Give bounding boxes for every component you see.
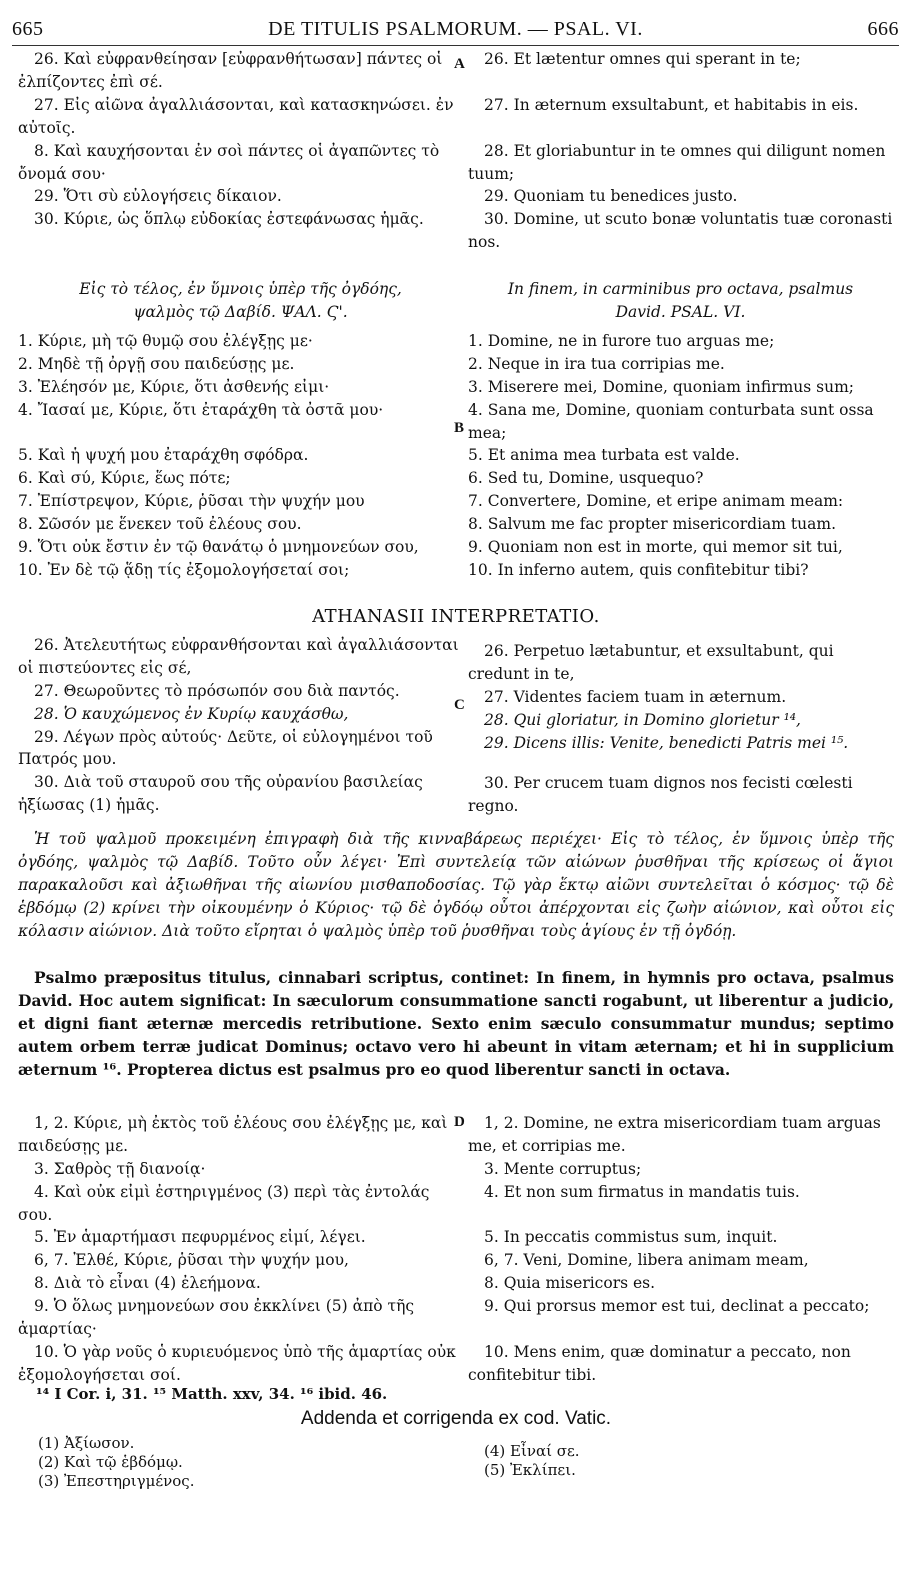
latin-psalm-verse: 3. Miserere mei, Domine, quoniam infirmus sum;	[468, 377, 855, 396]
greek-commentary-verse: 9. Ὁ ὅλως μνημονεύων σου ἐκκλίνει (5) ἀπὸ τῆς ἁμαρτίας·	[18, 1297, 415, 1339]
greek-psalm-verse: 9. Ὅτι οὐκ ἔστιν ἐν τῷ θανάτῳ ὁ μνημονεύων σου,	[18, 538, 419, 557]
greek-interp-verse: 29. Λέγων πρὸς αὐτούς· Δεῦτε, οἱ εὐλογημένοι τοῦ Πατρός μου.	[18, 727, 433, 769]
latin-verse: 28. Et gloriabuntur in te omnes qui diligunt nomen tuum;	[468, 141, 886, 183]
addenda-item: (4) Εἶναί σε.	[484, 1442, 580, 1460]
latin-column-top	[468, 48, 893, 254]
latin-interp-verse: 26. Perpetuo lætabuntur, et exsultabunt, qui credunt in te,	[468, 642, 834, 683]
greek-verse: 30. Κύριε, ὡς ὅπλῳ εὐδοκίας ἐστεφάνωσας ἡμᾶς.	[34, 210, 424, 229]
latin-commentary-verse: 10. Mens enim, quæ dominatur a peccato, non confitebitur tibi.	[468, 1342, 851, 1384]
running-title: DE TITULIS PSALMORUM. — PSAL. VI.	[268, 18, 643, 40]
greek-commentary-verse: 3. Σαθρὸς τῇ διανοίᾳ·	[34, 1159, 206, 1178]
margin-marker-a: A	[454, 56, 465, 72]
latin-commentary-verse: 5. In peccatis commistus sum, inquit.	[484, 1228, 778, 1247]
latin-psalm-verse: 4. Sana me, Domine, quoniam conturbata sunt ossa mea;	[468, 400, 874, 442]
margin-marker-c: C	[454, 697, 465, 713]
margin-marker-d: D	[454, 1114, 465, 1130]
latin-commentary-paragraph	[18, 967, 894, 1082]
greek-title-line: ψαλμὸς τῷ Δαβίδ. ΨΑΛ. Ϛ'.	[133, 302, 348, 321]
greek-column-top	[18, 48, 463, 231]
latin-title-line: In finem, in carminibus pro octava, psalmus	[507, 280, 854, 298]
margin-marker-b: B	[454, 420, 465, 436]
greek-psalm-verse: 6. Καὶ σύ, Κύριε, ἕως πότε;	[18, 469, 231, 488]
greek-commentary-paragraph	[18, 828, 894, 943]
header-rule	[12, 45, 899, 46]
greek-psalm-verse: 3. Ἐλέησόν με, Κύριε, ὅτι ἀσθενής εἰμι·	[18, 377, 330, 396]
latin-paragraph-text: Psalmo præpositus titulus, cinnabari scriptus, continet: In finem, in hymnis pro octava, psalmus David. Hoc autem significat: In sæculorum consummatione sancti rogabunt, ut liberentur a judicio, et digni fiant æternæ mercedis retributione. Sexto enim sæculo consummatur mundus; septimo autem orbem terræ judicat Dominus; octavo vero hi abeunt in vitam æternam; et hi in supplicium æternum ¹⁶. Propterea dictus est psalmus pro eo quod liberentur sancti in octava.	[18, 968, 894, 1079]
greek-verse: 29. Ὅτι σὺ εὐλογήσεις δίκαιον.	[34, 187, 282, 206]
latin-commentary-verse: 8. Quia misericors es.	[484, 1274, 656, 1293]
greek-psalm-verse: 1. Κύριε, μὴ τῷ θυμῷ σου ἐλέγξῃς με·	[18, 332, 313, 350]
latin-commentary-verse: 6, 7. Veni, Domine, libera animam meam,	[484, 1251, 809, 1270]
latin-verse: 26. Et lætentur omnes qui sperant in te;	[484, 50, 801, 68]
latin-psalm-text	[468, 330, 893, 582]
greek-psalm-title	[18, 278, 463, 324]
latin-interpretation	[468, 640, 893, 818]
addenda-right	[484, 1442, 884, 1480]
latin-psalm-title	[468, 278, 893, 324]
latin-commentary-verse: 1, 2. Domine, ne extra misericordiam tuam arguas me, et corripias me.	[468, 1114, 881, 1155]
latin-commentary-verse: 4. Et non sum firmatus in mandatis tuis.	[484, 1182, 800, 1201]
latin-interp-verse: 27. Videntes faciem tuam in æternum.	[484, 687, 787, 706]
latin-commentary-verse: 9. Qui prorsus memor est tui, declinat a peccato;	[484, 1297, 870, 1316]
latin-interp-verse: 30. Per crucem tuam dignos nos fecisti cœlesti regno.	[468, 774, 853, 816]
latin-psalm-verse: 10. In inferno autem, quis confitebitur tibi?	[468, 560, 809, 579]
greek-psalm-verse: 7. Ἐπίστρεψον, Κύριε, ῥῦσαι τὴν ψυχήν μου	[18, 492, 365, 511]
greek-verse: 26. Καὶ εὐφρανθείησαν [εὐφρανθήτωσαν] πάντες οἱ ἐλπίζοντες ἐπὶ σέ.	[18, 50, 443, 91]
page-number-left: 665	[12, 18, 44, 40]
greek-interp-verse: 28. Ὁ καυχώμενος ἐν Κυρίῳ καυχάσθω,	[34, 704, 349, 723]
latin-psalm-verse: 1. Domine, ne in furore tuo arguas me;	[468, 332, 775, 350]
greek-interp-verse: 26. Ἀτελευτήτως εὐφρανθήσονται καὶ ἀγαλλιάσονται οἱ πιστεύοντες εἰς σέ,	[18, 636, 459, 677]
latin-title-line: David. PSAL. VI.	[615, 302, 746, 321]
greek-psalm-verse: 4. Ἴασαί με, Κύριε, ὅτι ἐταράχθη τὰ ὀστᾶ μου·	[18, 400, 384, 419]
greek-paragraph-text: Ἡ τοῦ ψαλμοῦ προκειμένη ἐπιγραφὴ διὰ τῆς κινναβάρεως περιέχει· Εἰς τὸ τέλος, ἐν ὕμνοις ὑπὲρ τῆς ὀγδόης, ψαλμὸς τῷ Δαβίδ. Τοῦτο οὖν λέγει· Ἐπὶ συντελείᾳ τῶν αἰώνων ῥυσθῆναι τῆς κρίσεως οἱ ἅγιοι παρακαλοῦσι καὶ ἀξιωθῆναι τῆς αἰωνίου μισθαποδοσίας. Τῷ γὰρ ἕκτῳ αἰῶνι συντελεῖται ὁ κόσμος· τῷ δὲ ἑβδόμῳ (2) κρίνει τὴν οἰκουμένην ὁ Κύριος· τῷ δὲ ὀγδόῳ οὗτοι ἀπέρχονται εἰς ζωὴν αἰώνιον, καὶ οὗτοι εἰς κόλασιν αἰώνιον. Διὰ τοῦτο εἴρηται ὁ ψαλμὸς ὑπὲρ τοῦ ῥυσθῆναι τοὺς ἁγίους ἐν τῇ ὀγδόῃ.	[18, 830, 894, 940]
greek-interpretation	[18, 634, 463, 817]
latin-psalm-verse: 6. Sed tu, Domine, usquequo?	[468, 469, 704, 488]
latin-verse: 30. Domine, ut scuto bonæ voluntatis tuæ coronasti nos.	[468, 210, 893, 252]
addenda-item: (3) Ἐπεστηριγμένος.	[38, 1472, 195, 1490]
addenda-item: (1) Ἀξίωσον.	[38, 1434, 135, 1452]
greek-psalm-verse: 8. Σῶσόν με ἕνεκεν τοῦ ἐλέους σου.	[18, 515, 302, 534]
greek-psalm-text	[18, 330, 463, 582]
greek-psalm-verse: 2. Μηδὲ τῇ ὀργῇ σου παιδεύσῃς με.	[18, 354, 295, 373]
greek-verse: 8. Καὶ καυχήσονται ἐν σοὶ πάντες οἱ ἀγαπῶντες τὸ ὄνομά σου·	[18, 141, 440, 183]
latin-psalm-verse: 7. Convertere, Domine, et eripe animam meam:	[468, 492, 844, 511]
latin-psalm-verse: 5. Et anima mea turbata est valde.	[468, 446, 740, 465]
greek-interp-verse: 27. Θεωροῦντες τὸ πρόσωπόν σου διὰ παντός.	[34, 681, 400, 700]
page-number-right: 666	[867, 18, 899, 40]
greek-commentary-verse: 10. Ὁ γὰρ νοῦς ὁ κυριευόμενος ὑπὸ τῆς ἁμαρτίας οὐκ ἐξομολογήσεται σοί.	[18, 1342, 456, 1384]
greek-commentary-verse: 6, 7. Ἐλθέ, Κύριε, ῥῦσαι τὴν ψυχήν μου,	[34, 1251, 349, 1270]
latin-verse: 29. Quoniam tu benedices justo.	[484, 187, 738, 206]
greek-psalm-verse: 5. Καὶ ἡ ψυχή μου ἐταράχθη σφόδρα.	[18, 446, 309, 465]
greek-commentary-verse: 1, 2. Κύριε, μὴ ἐκτὸς τοῦ ἐλέους σου ἐλέγξῃς με, καὶ παιδεύσῃς με.	[18, 1114, 448, 1155]
latin-interp-verse: 28. Qui gloriatur, in Domino glorietur ¹⁴,	[484, 710, 801, 729]
addenda-heading: Addenda et corrigenda ex cod. Vatic.	[300, 1408, 612, 1429]
latin-psalm-verse: 2. Neque in ira tua corripias me.	[468, 354, 725, 373]
greek-commentary-verse: 5. Ἐν ἁμαρτήμασι πεφυρμένος εἰμί, λέγει.	[34, 1228, 366, 1247]
page-header	[0, 18, 911, 42]
section-heading: ATHANASII INTERPRETATIO.	[312, 606, 600, 627]
greek-verse: 27. Εἰς αἰῶνα ἀγαλλιάσονται, καὶ κατασκηνώσει. ἐν αὐτοῖς.	[18, 95, 454, 137]
addenda-left	[38, 1434, 458, 1491]
latin-interp-verse: 29. Dicens illis: Venite, benedicti Patris mei ¹⁵.	[484, 733, 849, 752]
greek-title-line: Εἰς τὸ τέλος, ἐν ὕμνοις ὑπὲρ τῆς ὀγδόης,	[79, 280, 402, 298]
greek-verse-commentary	[18, 1112, 463, 1387]
latin-verse-commentary	[468, 1112, 893, 1387]
greek-interp-verse: 30. Διὰ τοῦ σταυροῦ σου τῆς οὐρανίου βασιλείας ἠξίωσας (1) ἡμᾶς.	[18, 773, 423, 815]
latin-psalm-verse: 8. Salvum me fac propter misericordiam tuam.	[468, 515, 836, 534]
addenda-item: (2) Καὶ τῷ ἑβδόμῳ.	[38, 1453, 183, 1471]
greek-psalm-verse: 10. Ἐν δὲ τῷ ᾅδῃ τίς ἐξομολογήσεταί σοι;	[18, 560, 350, 579]
footnotes: ¹⁴ I Cor. i, 31. ¹⁵ Matth. xxv, 34. ¹⁶ ibid. 46.	[36, 1385, 388, 1403]
latin-psalm-verse: 9. Quoniam non est in morte, qui memor sit tui,	[468, 538, 843, 557]
latin-commentary-verse: 3. Mente corruptus;	[484, 1159, 642, 1178]
greek-commentary-verse: 4. Καὶ οὐκ εἰμὶ ἐστηριγμένος (3) περὶ τὰς ἐντολάς σου.	[18, 1182, 430, 1224]
addenda-item: (5) Ἐκλίπει.	[484, 1461, 576, 1479]
latin-verse: 27. In æternum exsultabunt, et habitabis in eis.	[484, 95, 859, 114]
greek-commentary-verse: 8. Διὰ τὸ εἶναι (4) ἐλεήμονα.	[34, 1274, 261, 1293]
